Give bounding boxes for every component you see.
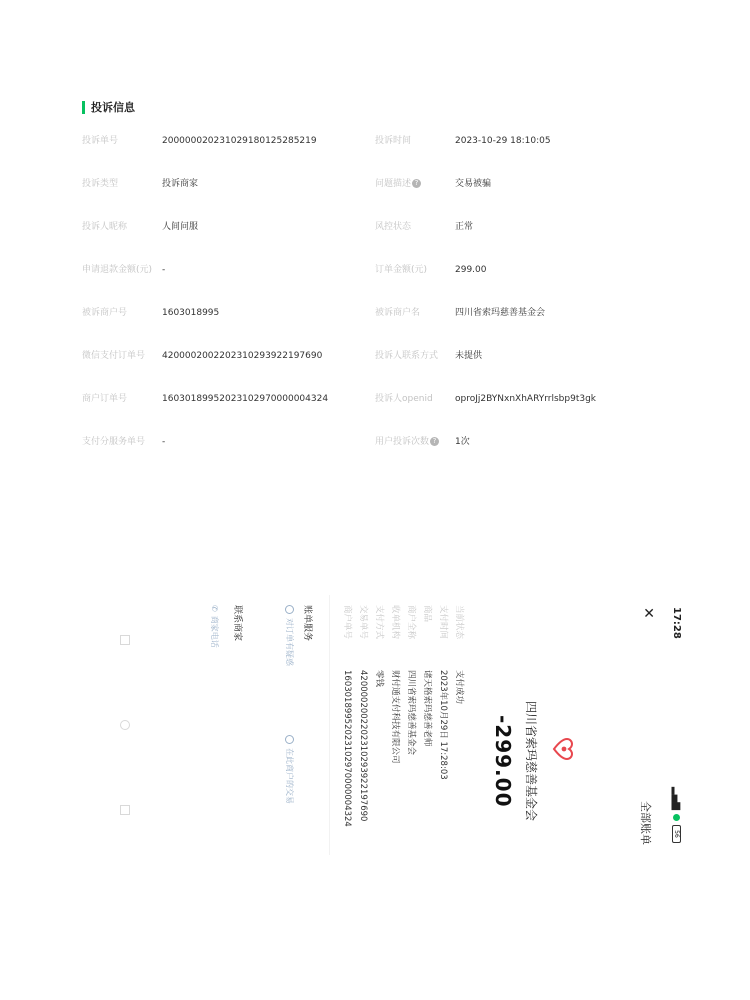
receipt-row-label: 商户全称 [406, 605, 416, 640]
merchant-trades-link[interactable] [284, 735, 295, 804]
help-icon[interactable]: ? [412, 179, 421, 188]
status-bar [660, 595, 690, 855]
order-question-link[interactable] [284, 605, 295, 666]
receipt-row-value: 诸天格索玛慈善老师 [422, 670, 432, 747]
receipt-row-label: 商品 [422, 605, 432, 623]
help-icon[interactable]: ? [430, 437, 439, 446]
receipt-row [369, 595, 385, 855]
field-value: 四川省索玛慈善基金会 [455, 308, 546, 318]
field-label: 投诉类型 [82, 179, 119, 189]
payment-receipt-screenshot [50, 595, 690, 855]
order-question-text: 对订单有疑惑 [285, 618, 294, 666]
nav-bar [634, 595, 656, 855]
divider [329, 595, 330, 855]
section-title-text: 投诉信息 [91, 101, 135, 114]
contact-merchant-title: 联系商家 [232, 605, 242, 642]
field-label-text: 用户投诉次数 [375, 437, 430, 447]
field-label: 商户订单号 [82, 394, 128, 404]
field-value: 4200002002202310293922197690 [162, 351, 323, 361]
field-label: 申请退款金额(元) [82, 265, 153, 275]
bottom-nav [110, 595, 130, 855]
signal-icon: ▂▄▆ [671, 786, 682, 810]
field-label: 微信支付订单号 [82, 351, 146, 361]
receipt-row-value: 零钱 [374, 670, 384, 688]
wechat-dot-icon [673, 814, 680, 821]
field-label [375, 178, 421, 190]
receipt-row-value: 支付成功 [454, 670, 464, 705]
receipt-row [337, 595, 353, 855]
field-value: oproJj2BYNxnXhARYrrlsbp9t3gk [455, 394, 597, 404]
field-value: 200000020231029180125285219 [162, 136, 317, 146]
receipt-amount: -299.00 [491, 715, 515, 808]
receipt-row-label: 收单机构 [390, 605, 400, 640]
back-icon[interactable] [120, 805, 130, 815]
home-icon[interactable] [120, 720, 130, 730]
bill-service-title: 账单服务 [302, 605, 312, 642]
status-icons [671, 787, 682, 843]
field-value: 人间问服 [162, 222, 199, 232]
field-value: 投诉商家 [162, 179, 199, 189]
field-label: 投诉人昵称 [82, 222, 128, 232]
field-label: 被诉商户名 [375, 308, 421, 318]
field-value: - [162, 265, 166, 275]
receipt-row-label: 当前状态 [454, 605, 464, 640]
field-label: 投诉时间 [375, 136, 412, 146]
field-value: 1次 [455, 437, 470, 447]
merchant-trades-text: 在此商户的交易 [285, 748, 294, 804]
receipt-row-value: 财付通支付科技有限公司 [390, 670, 400, 764]
receipt-row-value: 2023年10月29日 17:28:03 [438, 670, 448, 780]
accent-bar [82, 101, 85, 114]
field-label: 被诉商户号 [82, 308, 128, 318]
field-value: 1603018995 [162, 308, 220, 318]
close-icon[interactable]: ✕ [640, 607, 656, 619]
field-label: 投诉单号 [82, 136, 119, 146]
status-time: 17:28 [671, 607, 682, 639]
receipt-row [433, 595, 449, 855]
phone-icon: ✆ [210, 605, 219, 612]
receipt-row-label: 支付方式 [374, 605, 384, 640]
field-label: 支付分服务单号 [82, 437, 146, 447]
list-icon [285, 735, 294, 744]
field-label [375, 436, 439, 448]
receipt-row [417, 595, 433, 855]
receipt-row-value: 16030189952023102970000004324 [342, 670, 352, 827]
section-title [82, 99, 135, 115]
receipt-row-value: 4200002002202310293922197690 [358, 670, 368, 822]
receipt-row-label: 支付时间 [438, 605, 448, 640]
receipt-details [337, 595, 465, 855]
field-label-text: 问题描述 [375, 179, 412, 189]
merchant-phone-link[interactable] [209, 605, 220, 648]
menu-icon[interactable] [120, 635, 130, 645]
receipt-row [449, 595, 465, 855]
field-value: - [162, 437, 166, 447]
field-value: 未提供 [455, 351, 483, 361]
field-label: 投诉人openid [375, 394, 433, 404]
field-value: 299.00 [455, 265, 487, 275]
merchant-phone-text: 商家电话 [210, 615, 219, 648]
question-circle-icon [285, 605, 294, 614]
field-label: 风控状态 [375, 222, 412, 232]
receipt-row [401, 595, 417, 855]
heart-logo-icon [551, 737, 575, 761]
receipt-row-value: 四川省索玛慈善基金会 [406, 670, 416, 756]
field-label: 订单金额(元) [375, 265, 428, 275]
receipt-row [353, 595, 369, 855]
receipt-row-label: 商户单号 [342, 605, 352, 640]
all-bills-link[interactable]: 全部账单 [639, 801, 652, 845]
field-value: 16030189952023102970000004324 [162, 394, 329, 404]
receipt-merchant-name: 四川省索玛慈善基金会 [524, 701, 538, 822]
field-value: 2023-10-29 18:10:05 [455, 136, 551, 146]
battery-icon: 56 [672, 825, 681, 843]
receipt-row-label: 交易单号 [358, 605, 368, 640]
receipt-row [385, 595, 401, 855]
field-label: 投诉人联系方式 [375, 351, 439, 361]
field-value: 正常 [455, 222, 474, 232]
field-value: 交易被骗 [455, 179, 492, 189]
